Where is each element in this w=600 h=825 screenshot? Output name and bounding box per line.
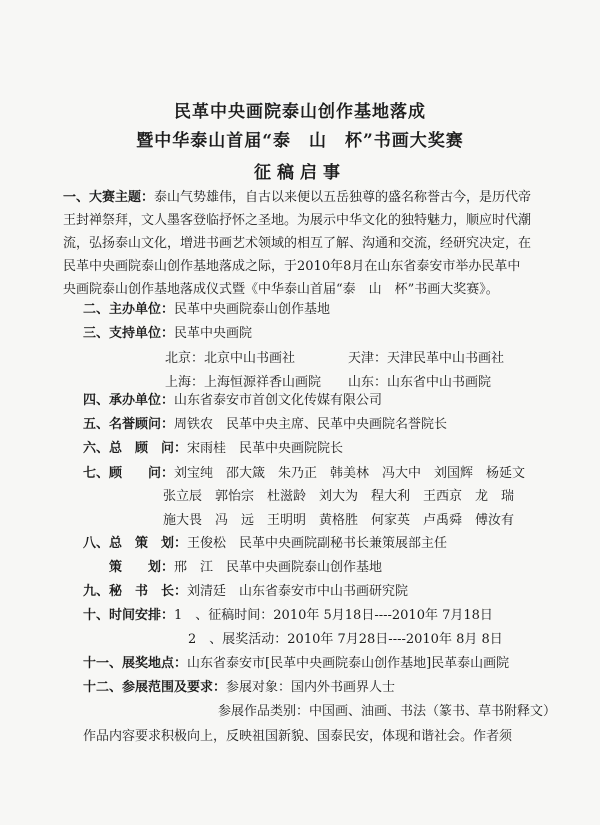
schedule-item-1: 1 、征稿时间：2010年 5月18日----2010年 7月18日 — [174, 608, 493, 623]
supporter-shanghai: 上海：上海恒源祥香山画院 — [165, 375, 322, 390]
section-10-head: 十、时间安排： — [83, 608, 175, 623]
supporter-beijing: 北京：北京中山书画社 — [165, 351, 296, 366]
section-8-body: 王俊松 民革中央画院副秘书长兼策展部主任 — [187, 536, 448, 551]
section-12-body: 参展对象：国内外书画界人士 — [226, 680, 396, 695]
section-1-head: 一、大赛主题： — [63, 190, 155, 205]
section-8-head: 八、总 策 划： — [83, 536, 188, 551]
section-5 — [83, 417, 447, 433]
advisors-row-2: 张立辰 郭怡宗 杜滋龄 刘大为 程大利 王西京 龙 瑞 — [163, 489, 515, 504]
section-2 — [83, 302, 330, 318]
section-9-body: 刘清廷 山东省泰安市中山书画研究院 — [187, 584, 409, 599]
section-6-head: 六、总 顾 问： — [83, 441, 188, 456]
advisors-row-1: 刘宝纯 邵大箴 朱乃正 韩美林 冯大中 刘国辉 杨延文 — [174, 466, 526, 481]
section-5-body: 周铁农 民革中央主席、民革中央画院名誉院长 — [174, 417, 448, 432]
title-line-3: 征稿启事 — [254, 163, 346, 183]
section-9 — [83, 584, 408, 600]
section-4-head: 四、承办单位： — [83, 393, 175, 408]
section-11-body: 山东省泰安市[民革中央画院泰山创作基地]民革泰山画院 — [187, 656, 510, 671]
section-1 — [63, 186, 533, 301]
section-6 — [83, 441, 343, 457]
section-7 — [83, 466, 525, 482]
section-6-body: 宋雨桂 民革中央画院院长 — [187, 441, 344, 456]
section-4 — [83, 393, 382, 409]
section-8-planner — [109, 560, 382, 576]
section-4-body: 山东省泰安市首创文化传媒有限公司 — [174, 393, 383, 408]
section-11 — [83, 656, 509, 672]
section-10 — [83, 608, 493, 624]
title-line-1: 民革中央画院泰山创作基地落成 — [174, 102, 426, 122]
section-8 — [83, 536, 447, 552]
section-3-body: 民革中央画院 — [174, 326, 253, 341]
section-2-head: 二、主办单位： — [83, 302, 175, 317]
section-12 — [83, 680, 395, 696]
section-1-body: 泰山气势雄伟，自古以来便以五岳独尊的盛名称誉古今，是历代帝王封禅祭拜，文人墨客登临抒怀之圣地。为展示中华文化的独特魅力，顺应时代潮流，弘扬泰山文化，增进书画艺术领域的相互了解、沟通和交流，经研究决定，在民革中央画院泰山创作基地落成之际，于2010年8月在山东省泰安市举办民革中央画院泰山创作基地落成仪式暨《中华泰山首届“泰 山 杯”书画大奖赛》。 — [63, 190, 532, 297]
section-2-body: 民革中央画院泰山创作基地 — [174, 302, 331, 317]
supporter-tianjin: 天津：天津民革中山书画社 — [348, 351, 505, 366]
section-8-body-2: 邢 江 民革中央画院泰山创作基地 — [174, 560, 383, 575]
section-9-head: 九、秘 书 长： — [83, 584, 188, 599]
section-11-head: 十一、展奖地点： — [83, 656, 188, 671]
section-12-head: 十二、参展范围及要求： — [83, 680, 227, 695]
advisors-row-3: 施大畏 冯 远 王明明 黄格胜 何家英 卢禹舜 傅汝有 — [163, 513, 515, 528]
section-3 — [83, 326, 252, 342]
section-5-head: 五、名誉顾问： — [83, 417, 175, 432]
section-12-line-3: 作品内容要求积极向上，反映祖国新貌、国泰民安，体现和谐社会。作者须 — [83, 729, 513, 744]
schedule-item-2: 2 、展奖活动：2010年 7月28日----2010年 8月 8日 — [188, 632, 503, 647]
section-3-head: 三、支持单位： — [83, 326, 175, 341]
section-7-head: 七、顾 问： — [83, 466, 175, 481]
section-8-head-2: 策 划： — [109, 560, 175, 575]
title-line-2: 暨中华泰山首届“泰 山 杯”书画大奖赛 — [136, 131, 464, 151]
supporter-shandong: 山东：山东省中山书画院 — [348, 375, 492, 390]
section-12-line-2: 参展作品类别：中国画、油画、书法（篆书、草书附释文） — [218, 704, 557, 719]
